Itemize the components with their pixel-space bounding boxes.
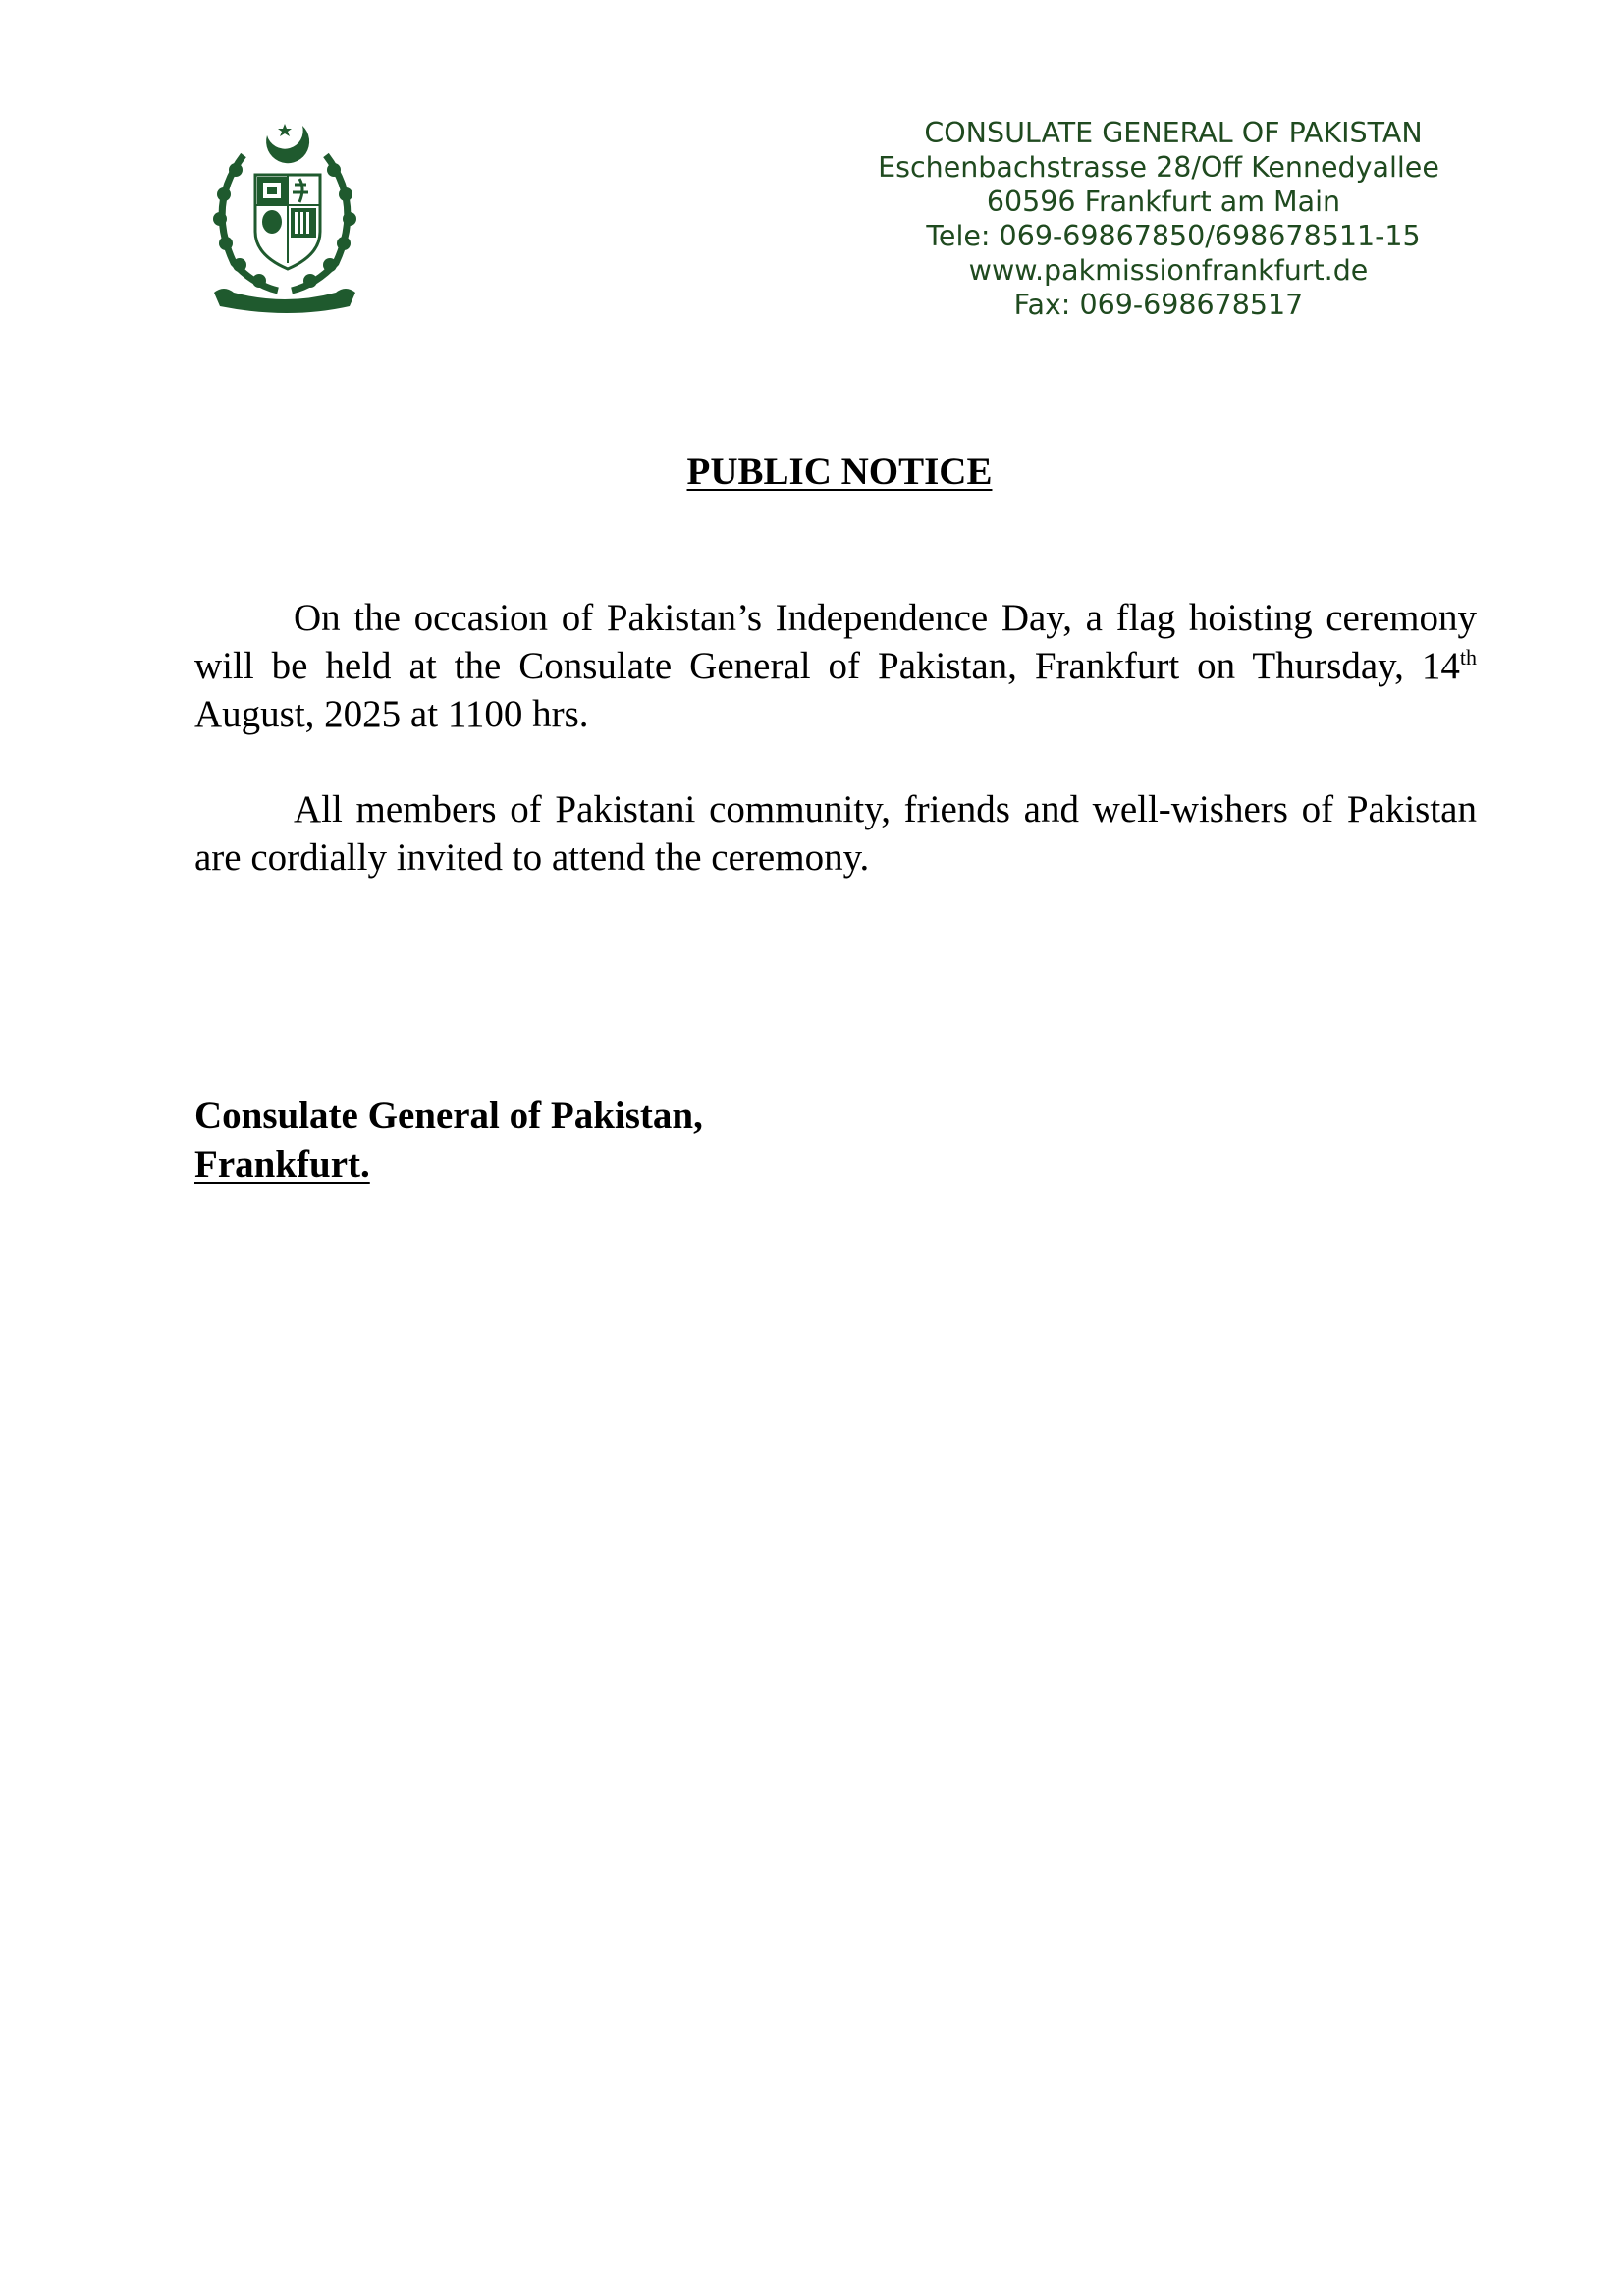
state-emblem-icon — [196, 116, 373, 317]
signature-block — [194, 1092, 703, 1190]
ordinal-suffix: th — [1459, 645, 1477, 669]
signature-org: Consulate General of Pakistan, — [194, 1095, 703, 1137]
signature-city: Frankfurt. — [194, 1144, 370, 1186]
notice-paragraph-2 — [194, 785, 1477, 881]
paragraph-1-text: On the occasion of Pakistan’s Independence Day, a flag hoisting ceremony will be held at the Consulate General of Pakistan, Frankfurt on Thursday, 14 — [194, 597, 1477, 687]
letterhead-city: 60596 Frankfurt am Main — [986, 186, 1341, 218]
letterhead-website: www.pakmissionfrankfurt.de — [968, 254, 1369, 287]
letterhead-fax: Fax: 069-698678517 — [1013, 289, 1304, 321]
letterhead-address — [844, 116, 1473, 322]
letterhead-street: Eschenbachstrasse 28/Off Kennedyallee — [878, 151, 1439, 184]
notice-title: PUBLIC NOTICE — [686, 451, 993, 493]
paragraph-2-text: All members of Pakistani community, friends and well-wishers of Pakistan are cordially invited to attend the ceremony. — [194, 788, 1477, 879]
letterhead-org-name: CONSULATE GENERAL OF PAKISTAN — [924, 117, 1423, 149]
letterhead-phone: Tele: 069-69867850/698678511-15 — [926, 220, 1421, 252]
paragraph-1-text-end: August, 2025 at 1100 hrs. — [194, 693, 589, 735]
notice-paragraph-1 — [194, 594, 1477, 738]
